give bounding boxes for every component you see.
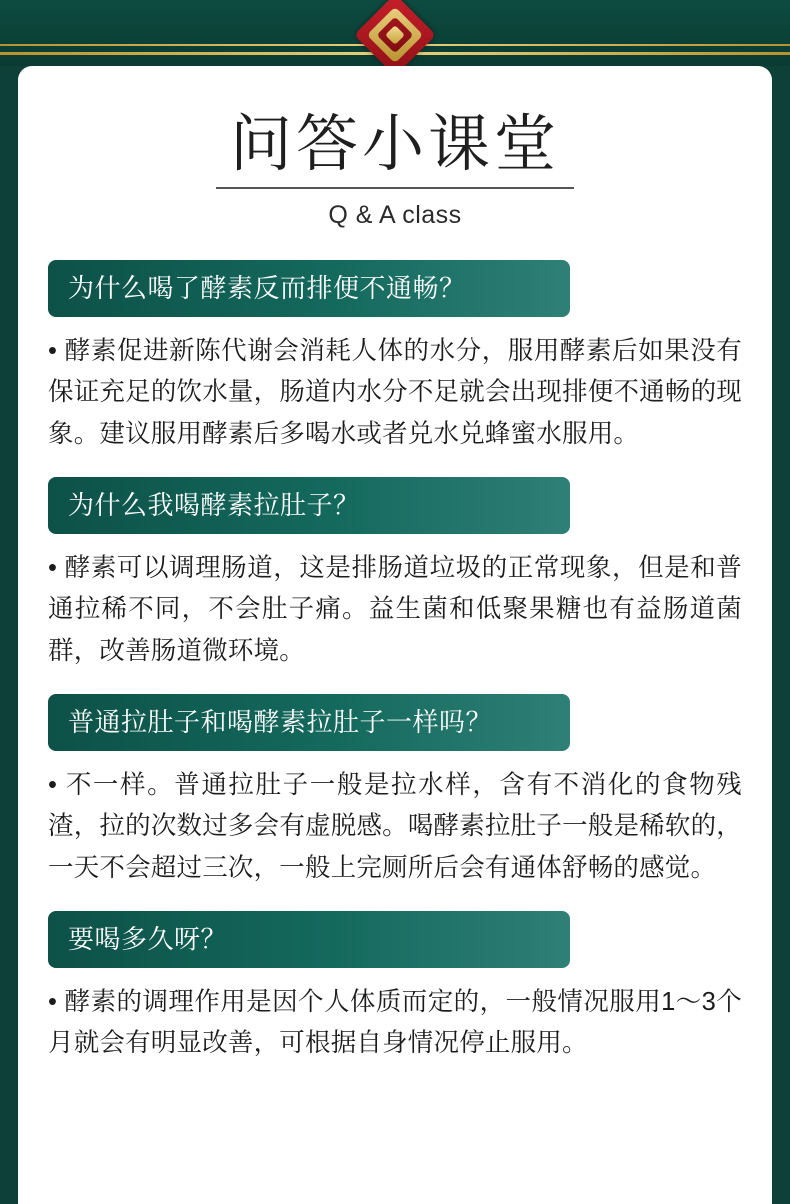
content-card [18, 66, 772, 1204]
qa-item [48, 477, 742, 672]
qa-item [48, 911, 742, 1065]
question-banner: 要喝多久呀？ [48, 911, 570, 968]
answer-text: • 酵素的调理作用是因个人体质而定的，一般情况服用1～3个月就会有明显改善，可根据自身情况停止服用。 [48, 987, 742, 1058]
diamond-emblem-icon [364, 4, 426, 66]
answer-text: • 不一样。普通拉肚子一般是拉水样，含有不消化的食物残渣，拉的次数过多会有虚脱感。喝酵素拉肚子一般是稀软的，一天不会超过三次，一般上完厕所后会有通体舒畅的感觉。 [48, 770, 742, 882]
question-banner: 普通拉肚子和喝酵素拉肚子一样吗？ [48, 694, 570, 751]
qa-item [48, 260, 742, 455]
question-banner: 为什么我喝酵素拉肚子？ [48, 477, 570, 534]
page-subtitle: Q & A class [328, 201, 462, 230]
question-banner: 为什么喝了酵素反而排便不通畅？ [48, 260, 570, 317]
answer-text: • 酵素可以调理肠道，这是排肠道垃圾的正常现象，但是和普通拉稀不同，不会肚子痛。益生菌和低聚果糖也有益肠道菌群，改善肠道微环境。 [48, 554, 742, 665]
title-block [48, 66, 742, 230]
title-underline [216, 187, 574, 189]
page-title: 问答小课堂 [229, 110, 560, 179]
answer-text: • 酵素促进新陈代谢会消耗人体的水分，服用酵素后如果没有保证充足的饮水量，肠道内水分不足就会出现排便不通畅的现象。建议服用酵素后多喝水或者兑水兑蜂蜜水服用。 [48, 337, 742, 448]
qa-list [48, 260, 742, 1064]
qa-item [48, 694, 742, 889]
